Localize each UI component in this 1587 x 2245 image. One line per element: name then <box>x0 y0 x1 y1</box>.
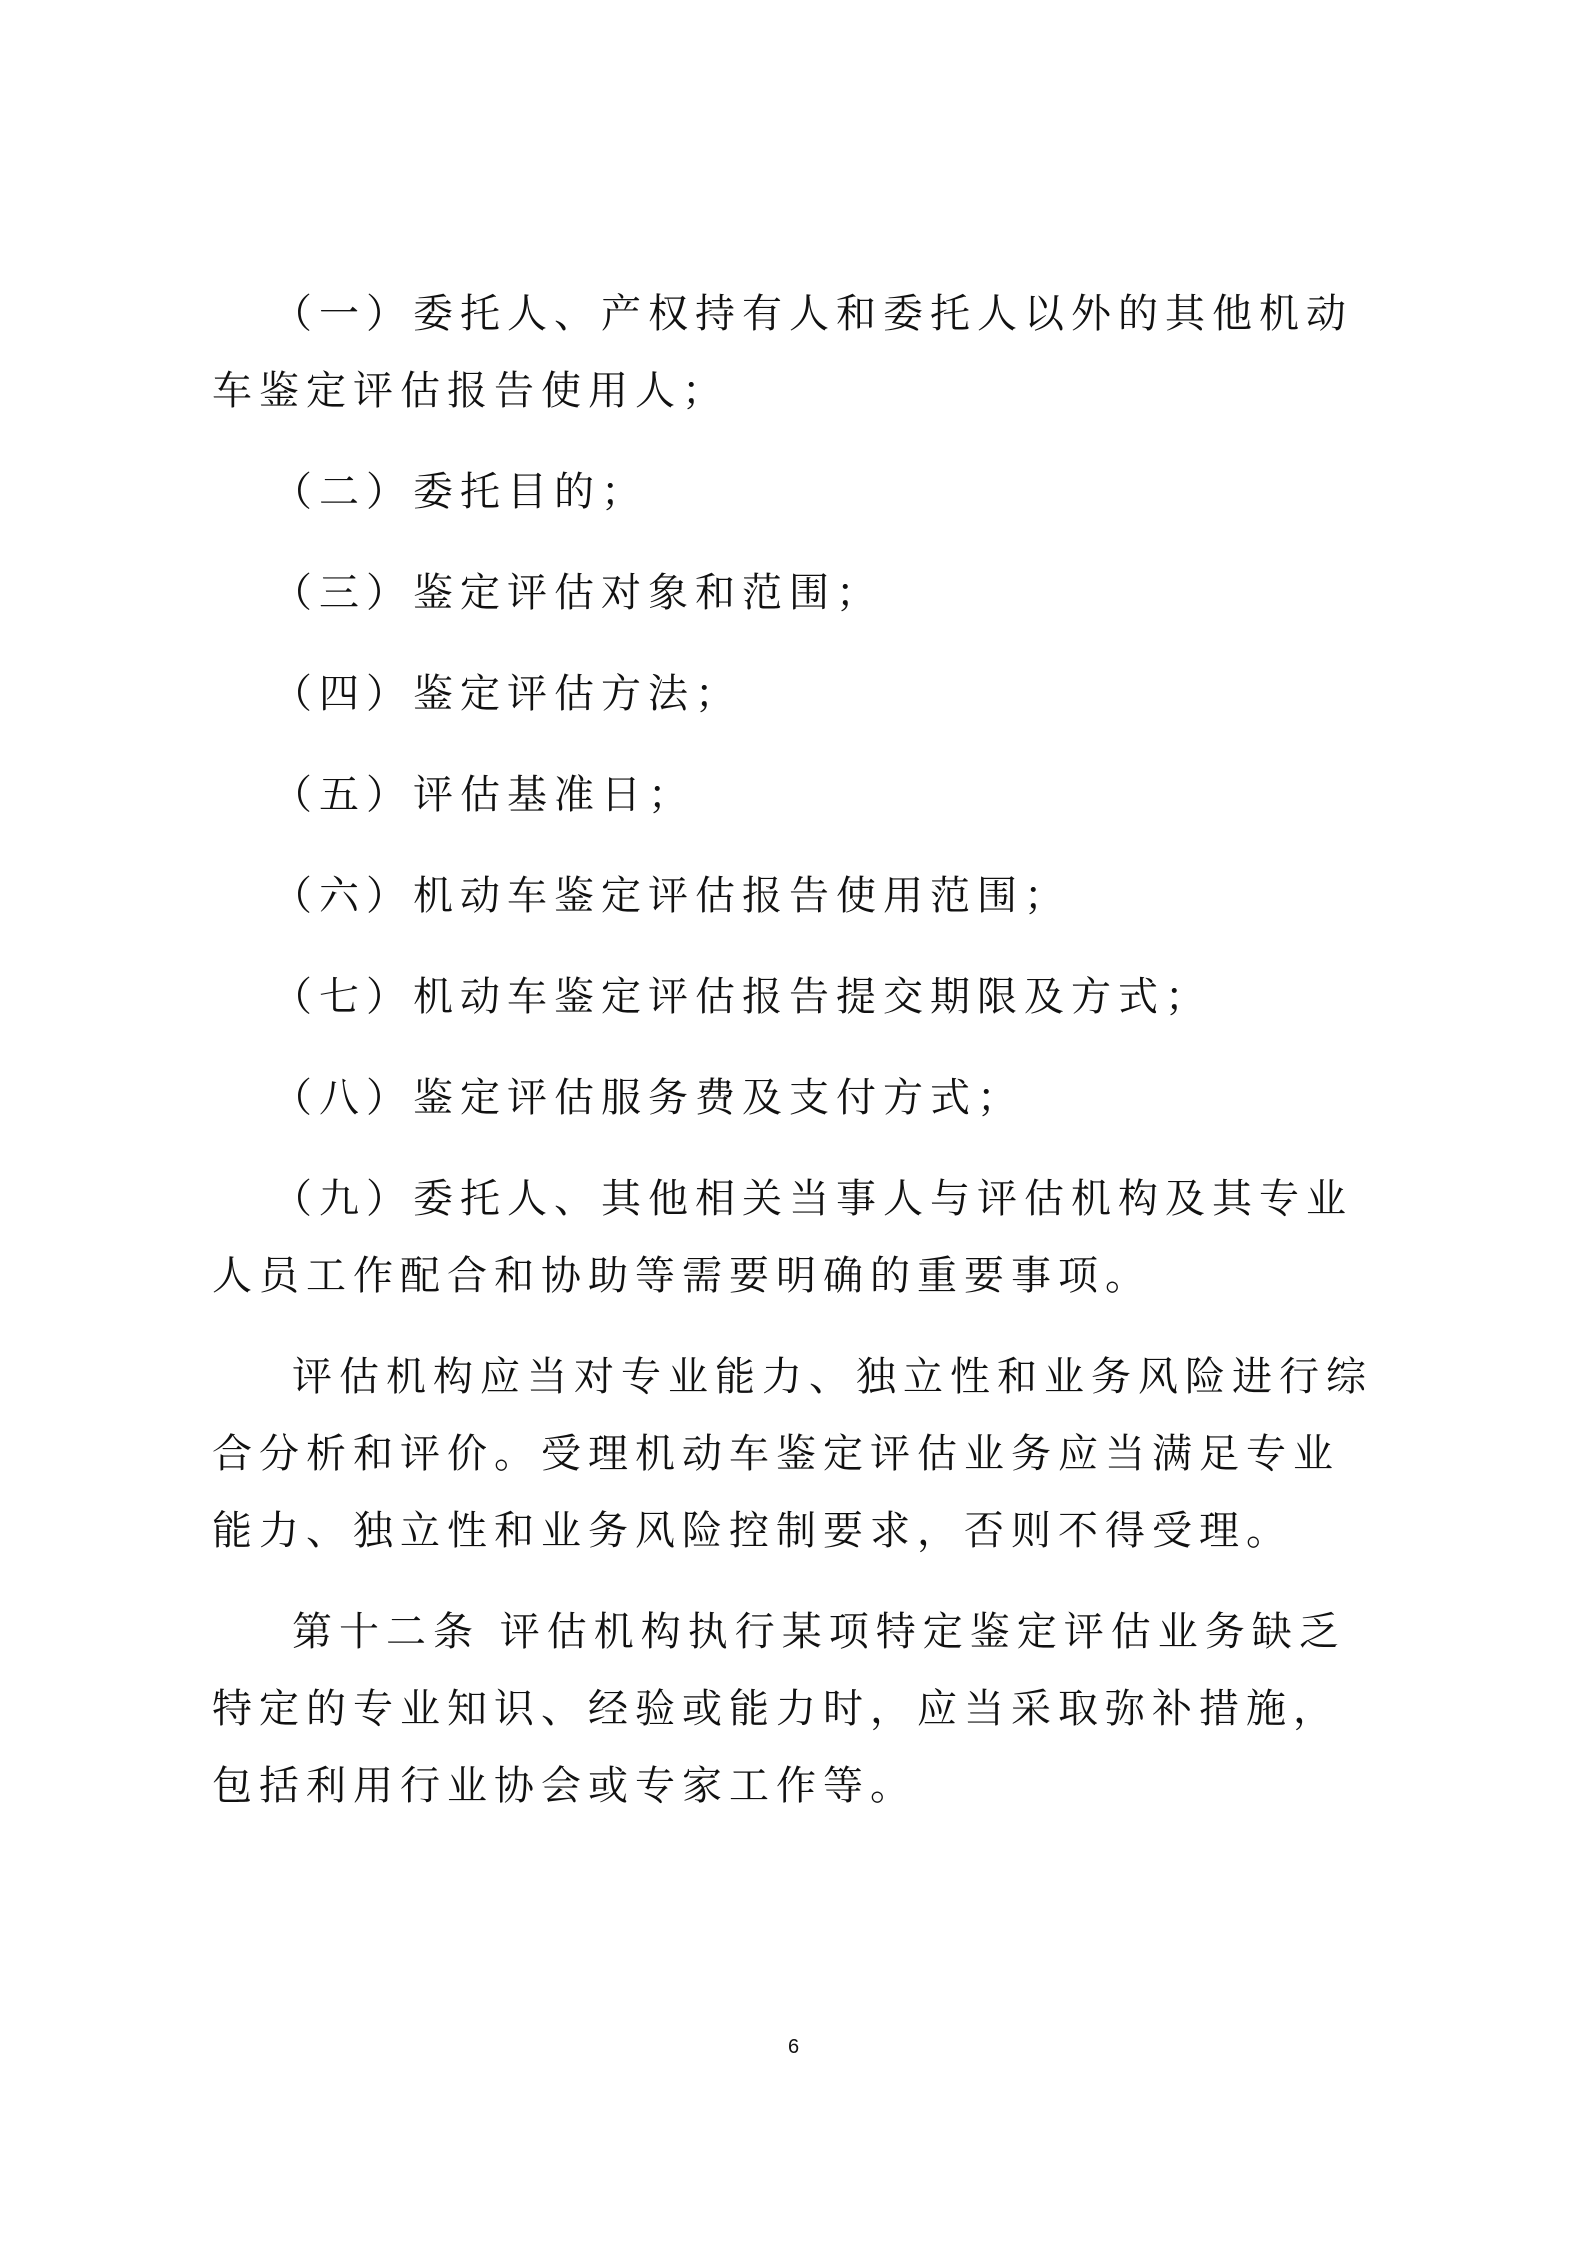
document-body <box>212 276 1382 1849</box>
list-item-2: （二）委托目的； <box>272 469 648 515</box>
paragraph-article-12: 第十二条 评估机构执行某项特定鉴定评估业务缺乏特定的专业知识、经验或能力时，应当采取弥补措施，包括利用行业协会或专家工作等。 <box>212 1609 1346 1809</box>
list-item-6: （六）机动车鉴定评估报告使用范围； <box>272 873 1071 919</box>
list-item-9: （九）委托人、其他相关当事人与评估机构及其专业人员工作配合和协助等需要明确的重要事项。 <box>212 1176 1353 1299</box>
list-item-7: （七）机动车鉴定评估报告提交期限及方式； <box>272 974 1212 1020</box>
list-item-8: （八）鉴定评估服务费及支付方式； <box>272 1075 1024 1121</box>
list-item-3: （三）鉴定评估对象和范围； <box>272 570 883 616</box>
paragraph-assessment: 评估机构应当对专业能力、独立性和业务风险进行综合分析和评价。受理机动车鉴定评估业务应当满足专业能力、独立性和业务风险控制要求，否则不得受理。 <box>212 1354 1373 1554</box>
list-item-5: （五）评估基准日； <box>272 772 695 818</box>
list-item-1: （一）委托人、产权持有人和委托人以外的其他机动车鉴定评估报告使用人； <box>212 291 1353 414</box>
page-number: 6 <box>787 2036 800 2058</box>
list-item-4: （四）鉴定评估方法； <box>272 671 742 717</box>
